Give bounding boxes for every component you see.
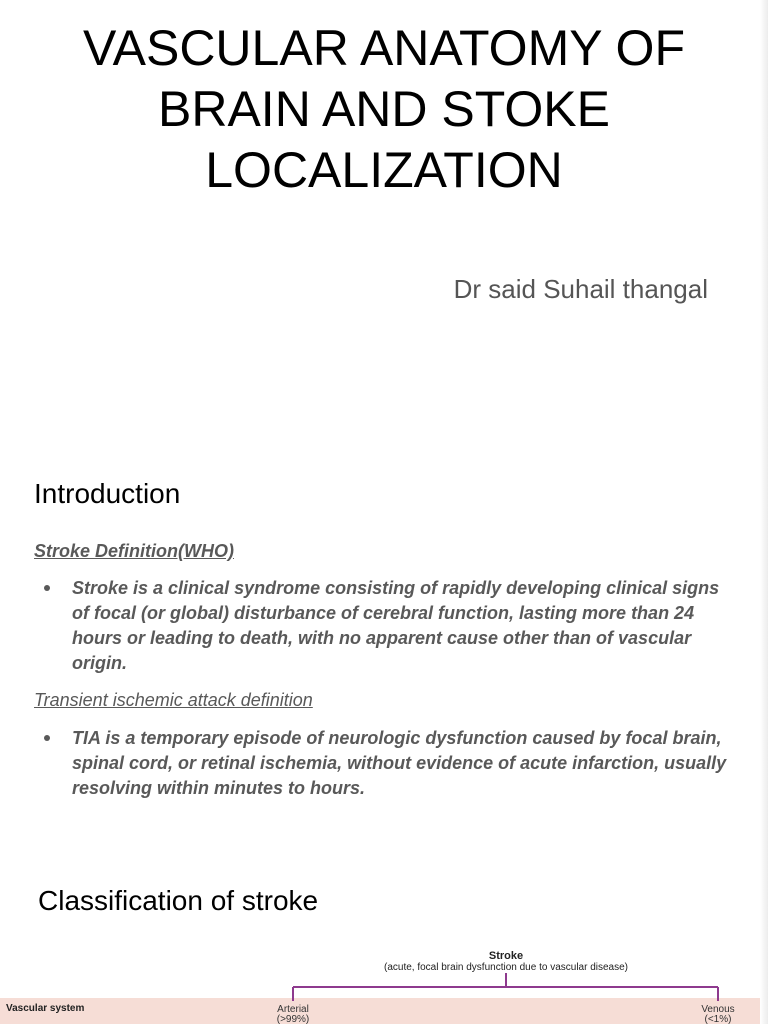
vascular-system-band — [0, 998, 760, 1024]
title-line-3: LOCALIZATION — [205, 142, 563, 198]
vascular-system-label: Vascular system — [6, 1003, 85, 1014]
venous-label: Venous — [701, 1004, 735, 1015]
title-line-1: VASCULAR ANATOMY OF — [82, 20, 685, 76]
title-line-2: BRAIN AND STOKE — [158, 81, 610, 137]
arterial-label: Arterial — [277, 1004, 309, 1015]
introduction-heading: Introduction — [34, 478, 181, 509]
stroke-definition-bullet — [44, 576, 734, 676]
tia-definition-heading: Transient ischemic attack definition — [34, 690, 313, 710]
classification-heading: Classification of stroke — [38, 885, 319, 916]
diagram-root-label: Stroke — [488, 950, 524, 962]
stroke-classification-diagram — [0, 945, 760, 1024]
tia-definition-text: TIA is a temporary episode of neurologic dysfunction caused by focal brain, spinal cord, or retinal ischemia, without evidence of acute infarction, usually resolving within minutes to hours. — [72, 728, 727, 798]
diagram-root-sublabel: (acute, focal brain dysfunction due to vascular disease) — [383, 962, 629, 973]
bullet-dot-icon — [44, 585, 50, 591]
venous-percent: (<1%) — [704, 1014, 732, 1024]
arterial-percent: (>99%) — [276, 1014, 310, 1024]
bullet-dot-icon — [44, 735, 50, 741]
tia-definition-bullet — [44, 726, 734, 801]
stroke-definition-text: Stroke is a clinical syndrome consisting of rapidly developing clinical signs of focal (or global) disturbance of cerebral function, lasting more than 24 hours or leading to death, with no apparent cause other than of vascular origin. — [72, 578, 720, 673]
author-name: Dr said Suhail thangal — [453, 274, 708, 304]
stroke-definition-heading: Stroke Definition(WHO) — [34, 541, 234, 561]
page-edge-shadow — [760, 0, 768, 1024]
page-title — [20, 18, 748, 201]
